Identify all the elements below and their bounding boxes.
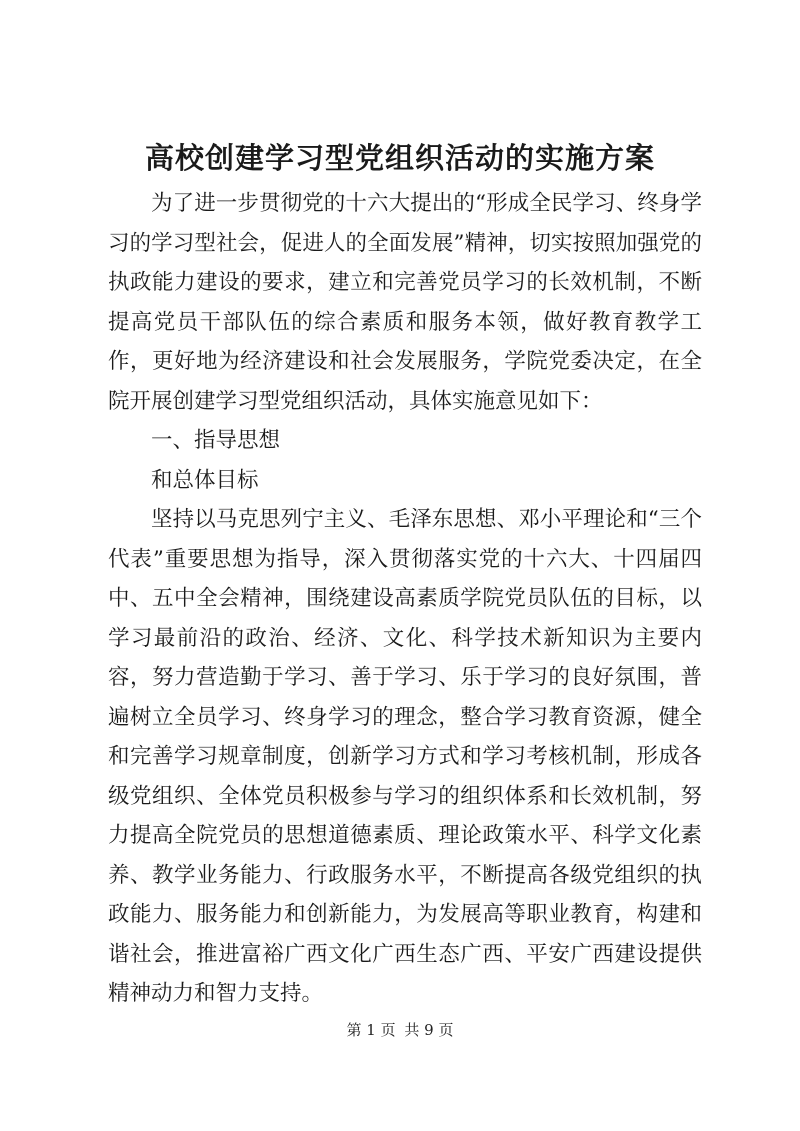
section-heading: 一、指导思想 <box>151 428 281 453</box>
document-body <box>108 184 702 1014</box>
intro-paragraph: 为了进一步贯彻党的十六大提出的“形成全民学习、终身学习的学习型社会，促进人的全面发展”精神，切实按照加强党的执政能力建设的要求，建立和完善党员学习的长效机制，不断提高党员干部队伍的综合素质和服务本领，做好教育教学工作，更好地为经济建设和社会发展服务，学院党委决定，在全院开展创建学习型党组织活动，具体实施意见如下： <box>108 191 702 414</box>
document-title: 高校创建学习型党组织活动的实施方案 <box>144 141 655 175</box>
section-heading-continued: 和总体目标 <box>151 467 259 493</box>
page-number: 第 1 页 <box>346 1021 396 1039</box>
total-pages: 共 9 页 <box>404 1021 454 1039</box>
page-footer <box>0 1020 800 1040</box>
guiding-principles-paragraph: 坚持以马克思列宁主义、毛泽东思想、邓小平理论和“三个代表”重要思想为指导，深入贯彻落实党的十六大、十四届四中、五中全会精神，围绕建设高素质学院党员队伍的目标，以学习最前沿的政治、经济、文化、科学技术新知识为主要内容，努力营造勤于学习、善于学习、乐于学习的良好氛围，普遍树立全员学习、终身学习的理念，整合学习教育资源，健全和完善学习规章制度，创新学习方式和学习考核机制，形成各级党组织、全体党员积极参与学习的组织体系和长效机制，努力提高全院党员的思想道德素质、理论政策水平、科学文化素养、教学业务能力、行政服务水平，不断提高各级党组织的执政能力、服务能力和创新能力，为发展高等职业教育，构建和谐社会，推进富裕广西文化广西生态广西、平安广西建设提供精神动力和智力支持。 <box>108 507 702 1006</box>
